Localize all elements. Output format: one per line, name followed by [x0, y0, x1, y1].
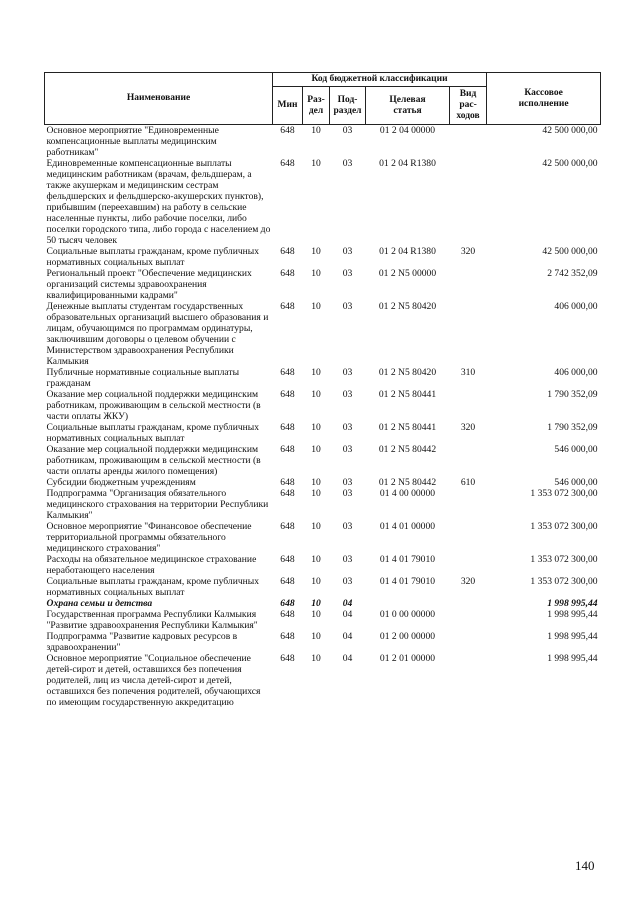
cell-type: 320 [460, 246, 476, 257]
cell-name: Субсидии бюджетным учреждениям [46, 477, 196, 488]
cell-target: 01 4 01 00000 [379, 521, 436, 532]
cell-target: 01 2 N5 80442 [378, 477, 437, 488]
cell-amount: 1 998 995,44 [547, 653, 598, 664]
cell-target: 01 4 00 00000 [379, 488, 436, 499]
cell-target: 01 2 00 00000 [379, 631, 436, 642]
cell-min: 648 [280, 631, 295, 642]
table-row [45, 609, 601, 631]
table-row [45, 576, 601, 598]
header-section: Раз- дел [303, 87, 330, 125]
cell-min: 648 [280, 554, 295, 565]
cell-min: 648 [280, 422, 295, 433]
table-row [45, 444, 601, 477]
cell-sub: 03 [342, 422, 353, 433]
cell-min: 648 [280, 653, 295, 664]
cell-sub: 03 [342, 246, 353, 257]
cell-amount: 546 000,00 [554, 444, 598, 455]
cell-name: Основное мероприятие "Социальное обеспечение детей-сирот и детей, оставшихся без попечения родителей, лиц из числа детей-сирот и детей, оставшихся без попечения родителей, обучающихся по имеющим государственную аккредитацию [46, 653, 261, 708]
cell-sub: 03 [342, 158, 353, 169]
cell-type [450, 521, 487, 554]
cell-sec: 10 [311, 631, 321, 642]
cell-type [450, 554, 487, 576]
cell-name: Публичные нормативные социальные выплаты гражданам [46, 367, 240, 389]
cell-type [450, 301, 487, 367]
cell-min: 648 [280, 125, 295, 136]
cell-amount: 1 353 072 300,00 [530, 576, 598, 587]
header-expense-type: Вид рас- ходов [450, 87, 487, 125]
cell-amount: 42 500 000,00 [542, 246, 598, 257]
cell-sub: 03 [342, 301, 353, 312]
table-row [45, 477, 601, 488]
cell-target: 01 2 N5 80420 [378, 301, 437, 312]
cell-min: 648 [280, 598, 295, 609]
cell-sub: 04 [342, 609, 353, 620]
header-name: Наименование [45, 73, 273, 125]
cell-amount: 1 790 352,09 [547, 389, 598, 400]
cell-target: 01 4 01 79010 [379, 554, 436, 565]
cell-sub: 03 [342, 477, 353, 488]
cell-target: 01 2 04 R1380 [379, 246, 436, 257]
cell-type [450, 444, 487, 477]
table-row [45, 158, 601, 246]
cell-name: Социальные выплаты гражданам, кроме публичных нормативных социальных выплат [46, 246, 260, 268]
cell-type: 310 [460, 367, 476, 378]
cell-sec: 10 [311, 246, 321, 257]
cell-min: 648 [280, 477, 295, 488]
cell-target: 01 2 N5 80420 [378, 367, 437, 378]
cell-sec: 10 [311, 444, 321, 455]
cell-min: 648 [280, 389, 295, 400]
header-execution: Кассовое исполнение [487, 73, 601, 125]
cell-amount: 1 353 072 300,00 [530, 488, 598, 499]
cell-sub: 03 [342, 125, 353, 136]
cell-sec: 10 [311, 125, 321, 136]
cell-type [450, 631, 487, 653]
table-body [45, 125, 601, 709]
cell-type: 610 [460, 477, 476, 488]
cell-sec: 10 [311, 158, 321, 169]
table-row [45, 268, 601, 301]
table-row [45, 554, 601, 576]
table-row [45, 422, 601, 444]
budget-table [44, 72, 601, 708]
header-code-group: Код бюджетной классификации [273, 73, 487, 87]
cell-target: 01 2 N5 80441 [378, 389, 437, 400]
cell-target: 01 0 00 00000 [379, 609, 436, 620]
cell-min: 648 [280, 609, 295, 620]
cell-sec: 10 [311, 268, 321, 279]
cell-sec: 10 [311, 389, 321, 400]
cell-sec: 10 [311, 422, 321, 433]
page-number: 140 [575, 858, 595, 873]
cell-name: Денежные выплаты студентам государственных образовательных организаций высшего образования и лицам, обучающимся по программам ординатуры, заключившим договоры о целевом обучении с Министерством здравоохранения Республики Калмыкия [46, 301, 269, 367]
cell-min: 648 [280, 246, 295, 257]
header-target: Целевая статья [366, 87, 450, 125]
cell-sec: 10 [311, 488, 321, 499]
cell-amount: 1 353 072 300,00 [530, 521, 598, 532]
cell-name: Основное мероприятие "Единовременные компенсационные выплаты медицинским работникам" [46, 125, 219, 158]
cell-target: 01 2 01 00000 [379, 653, 436, 664]
cell-type [450, 488, 487, 521]
cell-name: Основное мероприятие "Финансовое обеспечение территориальной программы обязательного медицинского страхования" [46, 521, 252, 554]
cell-name: Региональный проект "Обеспечение медицинских организаций системы здравоохранения квалифицированными кадрами" [46, 268, 252, 301]
cell-sub: 03 [342, 367, 353, 378]
cell-type [450, 125, 487, 159]
header-subsection: Под- раздел [330, 87, 366, 125]
table-header [45, 73, 601, 125]
table-row [45, 389, 601, 422]
cell-type [450, 268, 487, 301]
cell-amount: 1 353 072 300,00 [530, 554, 598, 565]
cell-min: 648 [280, 301, 295, 312]
cell-type [450, 653, 487, 708]
cell-sec: 10 [311, 301, 321, 312]
cell-amount: 2 742 352,09 [547, 268, 598, 279]
cell-sub: 03 [342, 389, 353, 400]
budget-table-container [44, 72, 600, 708]
cell-sub: 04 [342, 598, 353, 609]
cell-amount: 1 998 995,44 [547, 631, 598, 642]
cell-min: 648 [280, 488, 295, 499]
cell-amount: 42 500 000,00 [542, 158, 598, 169]
cell-type [450, 158, 487, 246]
cell-sec: 10 [311, 477, 321, 488]
cell-amount: 42 500 000,00 [542, 125, 598, 136]
cell-amount: 1 790 352,09 [547, 422, 598, 433]
cell-type: 320 [460, 576, 476, 587]
cell-name: Социальные выплаты гражданам, кроме публичных нормативных социальных выплат [46, 422, 260, 444]
table-row [45, 521, 601, 554]
cell-sub: 04 [342, 653, 353, 664]
cell-sub: 03 [342, 444, 353, 455]
cell-type [450, 389, 487, 422]
cell-name: Оказание мер социальной поддержки медицинским работникам, проживающим в сельской местности (в части оплаты аренды жилого помещения) [46, 444, 261, 477]
cell-sub: 03 [342, 488, 353, 499]
cell-amount: 1 998 995,44 [547, 609, 598, 620]
table-row [45, 301, 601, 367]
table-row [45, 653, 601, 708]
table-row [45, 246, 601, 268]
cell-name: Расходы на обязательное медицинское страхование неработающего населения [46, 554, 257, 576]
cell-sub: 03 [342, 554, 353, 565]
cell-min: 648 [280, 576, 295, 587]
cell-sec: 10 [311, 554, 321, 565]
table-row [45, 488, 601, 521]
cell-target [366, 598, 450, 609]
cell-name: Охрана семьи и детства [46, 598, 153, 609]
cell-amount: 406 000,00 [554, 301, 598, 312]
cell-type: 320 [460, 422, 476, 433]
cell-sec: 10 [311, 653, 321, 664]
table-row [45, 598, 601, 609]
cell-amount: 1 998 995,44 [547, 598, 598, 609]
cell-target: 01 2 04 R1380 [379, 158, 436, 169]
cell-name: Единовременные компенсационные выплаты медицинским работникам (врачам, фельдшерам, а также акушеркам и медицинским сестрам фельдшерских и фельдшерско-акушерских пунктов), прибывшим (переехавшим) на работу в сельские населенные пункты, либо рабочие поселки, либо поселки городского типа, либо города с населением до 50 тысяч человек [46, 158, 271, 246]
cell-sec: 10 [311, 598, 321, 609]
cell-name: Государственная программа Республики Калмыкия "Развитие здравоохранения Республики Калмыкия" [46, 609, 258, 631]
table-row [45, 631, 601, 653]
cell-target: 01 2 04 00000 [379, 125, 436, 136]
cell-min: 648 [280, 158, 295, 169]
cell-type [450, 609, 487, 631]
cell-sub: 04 [342, 631, 353, 642]
cell-target: 01 2 N5 80441 [378, 422, 437, 433]
cell-sec: 10 [311, 609, 321, 620]
cell-name: Социальные выплаты гражданам, кроме публичных нормативных социальных выплат [46, 576, 260, 598]
cell-amount: 546 000,00 [554, 477, 598, 488]
table-row [45, 125, 601, 159]
cell-min: 648 [280, 521, 295, 532]
cell-name: Подпрограмма "Развитие кадровых ресурсов в здравоохранении" [46, 631, 238, 653]
cell-sub: 03 [342, 521, 353, 532]
cell-type [450, 598, 487, 609]
cell-amount: 406 000,00 [554, 367, 598, 378]
cell-name: Подпрограмма "Организация обязательного медицинского страхования на территории Республики Калмыкия" [46, 488, 269, 521]
cell-min: 648 [280, 268, 295, 279]
cell-min: 648 [280, 367, 295, 378]
cell-target: 01 4 01 79010 [379, 576, 436, 587]
cell-min: 648 [280, 444, 295, 455]
cell-sec: 10 [311, 521, 321, 532]
cell-sub: 03 [342, 268, 353, 279]
cell-sub: 03 [342, 576, 353, 587]
header-min: Мин [273, 87, 303, 125]
cell-target: 01 2 N5 80442 [378, 444, 437, 455]
cell-sec: 10 [311, 367, 321, 378]
table-row [45, 367, 601, 389]
cell-name: Оказание мер социальной поддержки медицинским работникам, проживающим в сельской местности (в части оплаты ЖКУ) [46, 389, 261, 422]
cell-sec: 10 [311, 576, 321, 587]
cell-target: 01 2 N5 00000 [378, 268, 437, 279]
